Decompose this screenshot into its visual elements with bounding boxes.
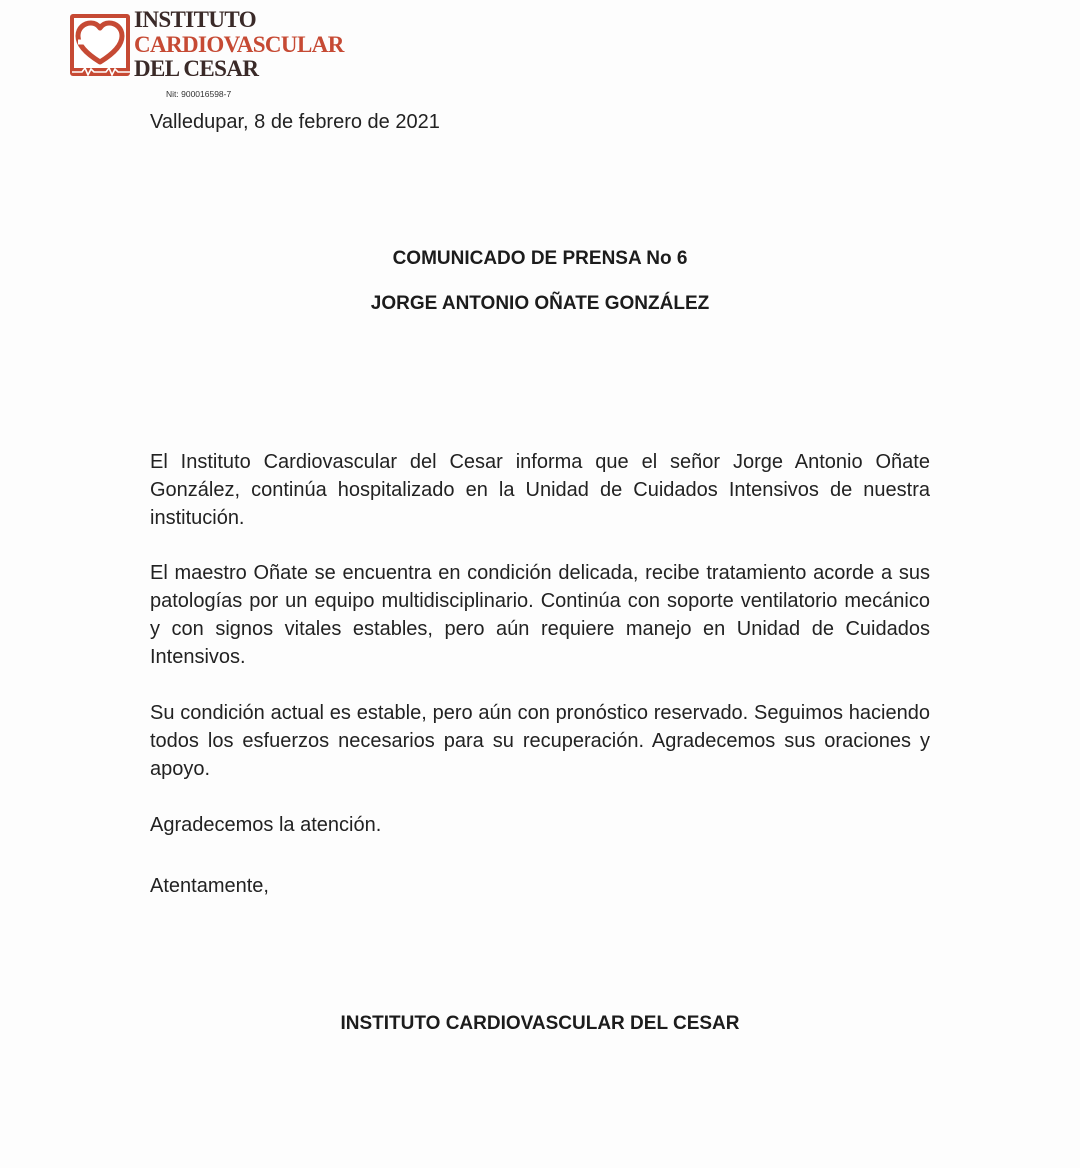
institution-name <box>134 8 344 82</box>
body-paragraph: El Instituto Cardiovascular del Cesar informa que el señor Jorge Antonio Oñate González, continúa hospitalizado en la Unidad de Cuidados Intensivos de nuestra institución. <box>150 451 930 529</box>
tax-id: Nit: 900016598-7 <box>166 89 232 99</box>
press-release-title: COMUNICADO DE PRENSA No 6 <box>392 248 688 269</box>
institution-name-line2: CARDIOVASCULAR <box>134 31 344 57</box>
body-paragraph: El maestro Oñate se encuentra en condición delicada, recibe tratamiento acorde a sus patologías por un equipo multidisciplinario. Continúa con soporte ventilatorio mecánico y con signos vitales estables, pero aún requiere manejo en Unidad de Cuidados Intensivos. <box>150 562 930 668</box>
closing-salutation: Atentamente, <box>150 875 269 897</box>
institution-name-line3: DEL CESAR <box>134 56 259 81</box>
signature-block: INSTITUTO CARDIOVASCULAR DEL CESAR <box>340 1013 740 1034</box>
document-date: Valledupar, 8 de febrero de 2021 <box>150 111 440 133</box>
body-paragraph: Su condición actual es estable, pero aún con pronóstico reservado. Seguimos haciendo todos los esfuerzos necesarios para su recuperación. Agradecemos sus oraciones y apoyo. <box>150 702 930 780</box>
press-release-subject: JORGE ANTONIO OÑATE GONZÁLEZ <box>370 293 710 314</box>
body-paragraph: Agradecemos la atención. <box>150 814 382 836</box>
institution-name-line1: INSTITUTO <box>134 7 257 32</box>
heart-ecg-logo-icon <box>68 12 132 78</box>
